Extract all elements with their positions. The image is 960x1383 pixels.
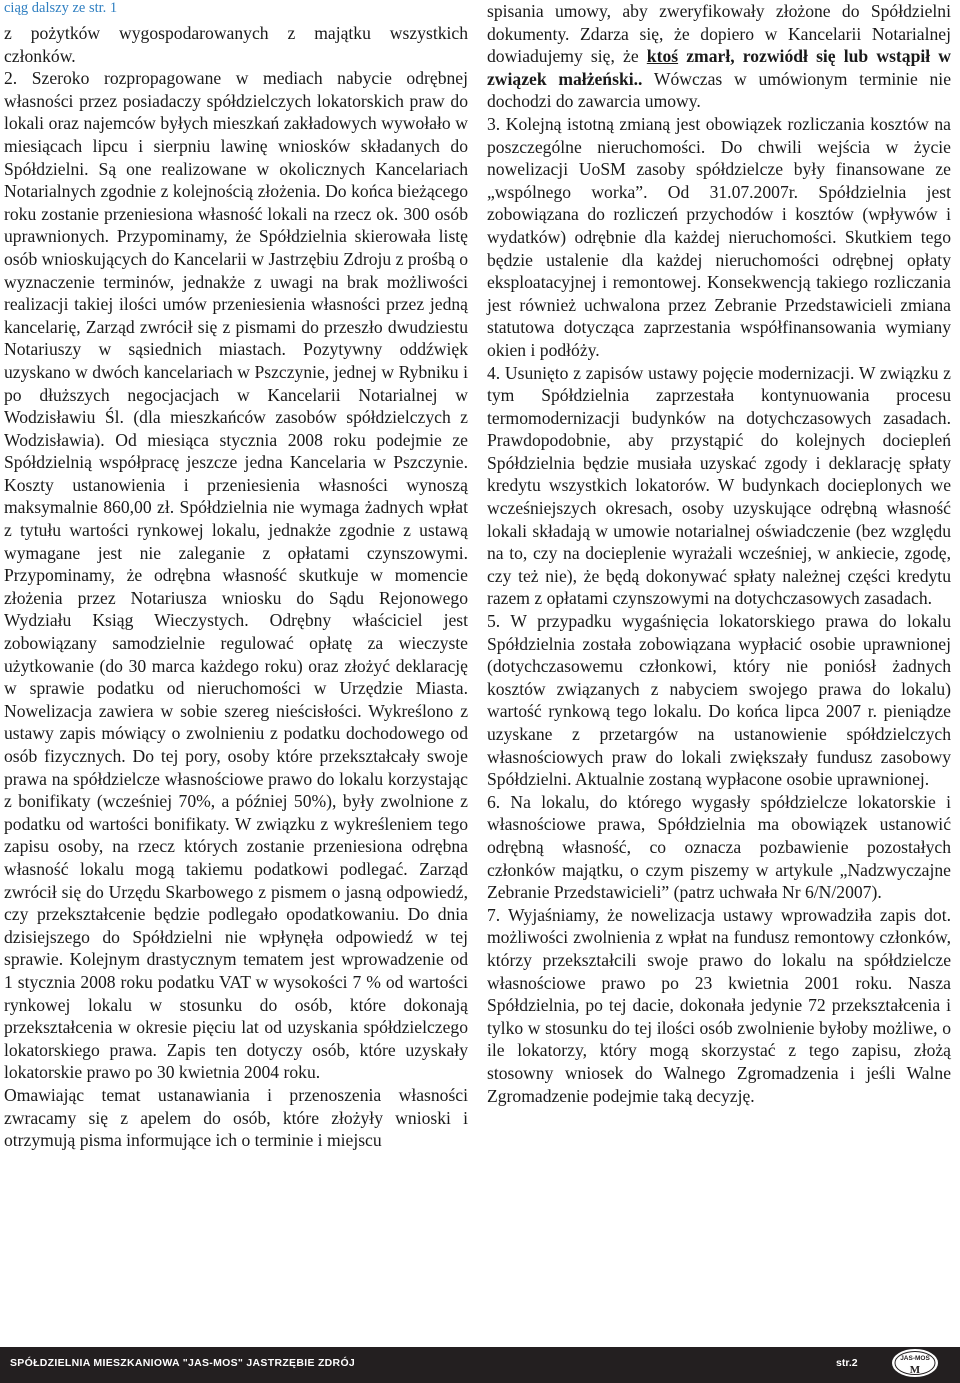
page-footer	[0, 1347, 960, 1383]
jas-mos-logo	[889, 1345, 941, 1381]
footer-page-number: str.2	[836, 1357, 858, 1369]
paragraph-section-7: 7. Wyjaśniamy, że nowelizacja ustawy wprowadziła zapis dot. możliwości zwolnienia z wpłat na fundusz remontowy członków, którzy przekształcili swoje prawo do lokalu na spółdzielcze własnościowe prawo po 23 kwietnia 2001 roku. Nasza Spółdzielnia, po tej dacie, dokonała jedynie 72 przekształcenia i tylko w stosunku do tej ilości osób zwolnienie byłoby możliwe, o ile lokatorzy, który mogą skorzystać z tego zapisu, złożą stosowny wniosek do Walnego Zgromadzenia i jeśli Walne Zgromadzenie podejmie taką decyzję.	[487, 904, 951, 1106]
appeal-text: spisania umowy, aby zweryfikowały złożone do Spółdzielni dokumenty. Zdarza się, że dopiero w Kancelarii Notarialnej dowiadujemy się, że	[487, 1, 951, 67]
left-column	[4, 0, 468, 1152]
paragraph-section-6: 6. Na lokalu, do którego wygasły spółdzielcze lokatorskie i własnościowe prawa, Spółdzielnia ma obowiązek ustanowić odrębną własność, co oznacza pozbawienie pozostałych członków majątku, o czym piszemy w artykule „Nadzwyczajne Zebranie Przedstawicieli” (patrz uchwała Nr 6/N/2007).	[487, 791, 951, 903]
right-column	[487, 0, 951, 1107]
paragraph-appeal-continued	[487, 0, 951, 113]
appeal-text-end: Wówczas w umówionym terminie nie dochodzi do zawarcia umowy.	[487, 68, 952, 112]
paragraph-section-3: 3. Kolejną istotną zmianą jest obowiązek rozliczania kosztów na poszczególne nieruchomości. Do chwili wejścia w życie nowelizacji UoSM zasoby spółdzielcze były finansowane ze „wspólnego worka”. Od 31.07.2007r. Spółdzielnia jest zobowiązana do rozliczeń przychodów i kosztów (wpływów i wydatków) odrębnie dla każdej nieruchomości. Skutkiem tego będzie ustalenie dla każdej nieruchomości odrębnej opłaty eksploatacyjnej i remontowej. Konsekwencją takiego rozliczania jest również uchwalona przez Zebranie Przedstawicieli zmiana statutowa dotycząca zaprzestania współfinansowania wymiany okien i podłóży.	[487, 113, 951, 360]
paragraph-appeal: Omawiając temat ustanawiania i przenoszenia własności zwracamy się z apelem do osób, które złożyły wnioski i otrzymują pisma informujące ich o terminie i miejscu	[4, 1084, 468, 1151]
paragraph-section-5: 5. W przypadku wygaśnięcia lokatorskiego prawa do lokalu Spółdzielnia została zobowiązana wypłacić osobie uprawnionej (dotychczasowemu członkowi, który nie poniósł żadnych kosztów związanych z nabyciem swojego prawa do lokalu) wartość rynkową tego lokalu. Do końca lipca 2007 r. pieniądze uzyskane z przetargów na ustanowienie spółdzielczych własnościowych praw do lokali zwiększały fundusz zasobowy Spółdzielni. Aktualnie zostaną wypłacone osobie uprawnionej.	[487, 611, 951, 790]
paragraph-section-2: 2. Szeroko rozpropagowane w mediach nabycie odrębnej własności przez posiadaczy spółdzielczych lokatorskich praw do lokali oraz najemców byłych mieszkań zakładowych wywołało w miesiącach lipcu i sierpniu lawinę wniosków składanych do Spółdzielni. Są one realizowane w okolicznych Kancelariach Notarialnych zgodnie z kolejnością złożenia. Do końca bieżącego roku zostanie przeniesiona własność lokali na rzecz ok. 300 osób uprawnionych. Przypominamy, że Spółdzielnia skierowała listę osób wnioskujących do Kancelarii w Jastrzębiu Zdroju z prośbą o wyznaczenie terminów, jednakże z uwagi na brak możliwości realizacji takiej ilości umów przeniesienia własności przez jedną kancelarię, Zarząd zwrócił się z pismami do przeszło dwudziestu Notariuszy w sąsiednich miastach. Pozytywny oddźwięk uzyskano w dwóch kancelariach w Pszczynie, jednej w Rybniku i po dłuższych negocjacjach w Kancelarii Notarialnej w Wodzisławiu Śl. (dla mieszkańców zasobów spółdzielczych z Wodzisławia). Od miesiąca stycznia 2008 roku podejmie ze Spółdzielnią współpracę jeszcze jedna Kancelaria w Pszczynie. Koszty ustanowienia i przeniesienia własności wynoszą maksymalnie 860,00 zł. Spółdzielnia nie wymaga żadnych wpłat z tytułu wartości rynkowej lokalu, jednakże zgodnie z ustawą wymagane jest nie zaleganie z opłatami czynszowymi. Przypominamy, że odrębna własność skutkuje w momencie złożenia przez Notariusza wniosku do Sądu Rejonowego Wydziału Ksiąg Wieczystych. Odrębny właściciel jest zobowiązany samodzielnie regulować opłatę za wieczyste użytkowanie (do 30 marca każdego roku) oraz złożyć deklarację w sprawie podatku od nieruchomości w Urzędzie Miasta. Nowelizacja zawiera w sobie szereg nieścisłości. Wykreślono z ustawy zapis mówiący o zwolnieniu z podatku dochodowego od osób fizycznych. Do tej pory, osoby które przekształcały swoje prawa na spółdzielcze własnościowe prawo do lokalu korzystając z bonifikaty (wcześniej 70%, a później 50%), były zwolnione z podatku od wartości bonifikaty. W związku z wykreśleniem tego zapisu osoby, na rzecz których zostanie przeniesiona odrębna własność lokalu mogą takiemu podatkowi podlegać. Zarząd zwrócił się do Urzędu Skarbowego z pismem o jasną odpowiedź, czy przekształcenie będzie podlegało opodatkowaniu. Do dnia dzisiejszego do Spółdzielni nie wpłynęła odpowiedź w tej sprawie. Kolejnym drastycznym tematem jest wprowadzenie od 1 stycznia 2008 roku podatku VAT w wysokości 7 % od wartości rynkowej lokalu w stosunku do osób, które dokonają przekształcenia w okresie pięciu lat od uzyskania spółdzielczego lokatorskiego prawa. Zapis ten dotyczy osób, które uzyskały lokatorskie prawo po 30 kwietnia 2004 roku.	[4, 68, 468, 1083]
continued-from-page-note[interactable]: ciąg dalszy ze str. 1	[4, 0, 118, 16]
logo-letter: M	[909, 1364, 921, 1376]
appeal-emphasis-rest: zmarł, rozwiódł się lub wstąpił w związek małżeński..	[487, 46, 951, 89]
paragraph-section-4: 4. Usunięto z zapisów ustawy pojęcie modernizacji. W związku z tym Spółdzielnia zaprzestała kontynuowania procesu termomodernizacji budynków na dotychczasowych zasadach. Prawdopodobnie, aby przystąpić do kolejnych dociepleń Spółdzielnia będzie musiała uzyskać zgody i deklarację spłaty kredytu wszystkich lokatorów. W budynkach docieplonych we wcześniejszych okresach, osoby uzyskujące odrębną własność lokali składają w umowie notarialnej oświadczenie (bez względu na to, czy na docieplenie wyrażali wcześniej, w ankiecie, zgodę, czy też nie), że będą dokonywać spłaty należnej części kredytu razem z opłatami czynszowymi na dotychczasowych zasadach.	[487, 362, 951, 609]
paragraph-intro-end: z pożytków wygospodarowanych z majątku wszystkich członków.	[4, 23, 468, 66]
footer-organization: SPÓŁDZIELNIA MIESZKANIOWA "JAS-MOS" JASTRZĘBIE ZDRÓJ	[10, 1357, 356, 1369]
logo-text: JAS-MOS	[900, 1355, 930, 1362]
appeal-emphasis-underlined: ktoś	[646, 46, 679, 67]
